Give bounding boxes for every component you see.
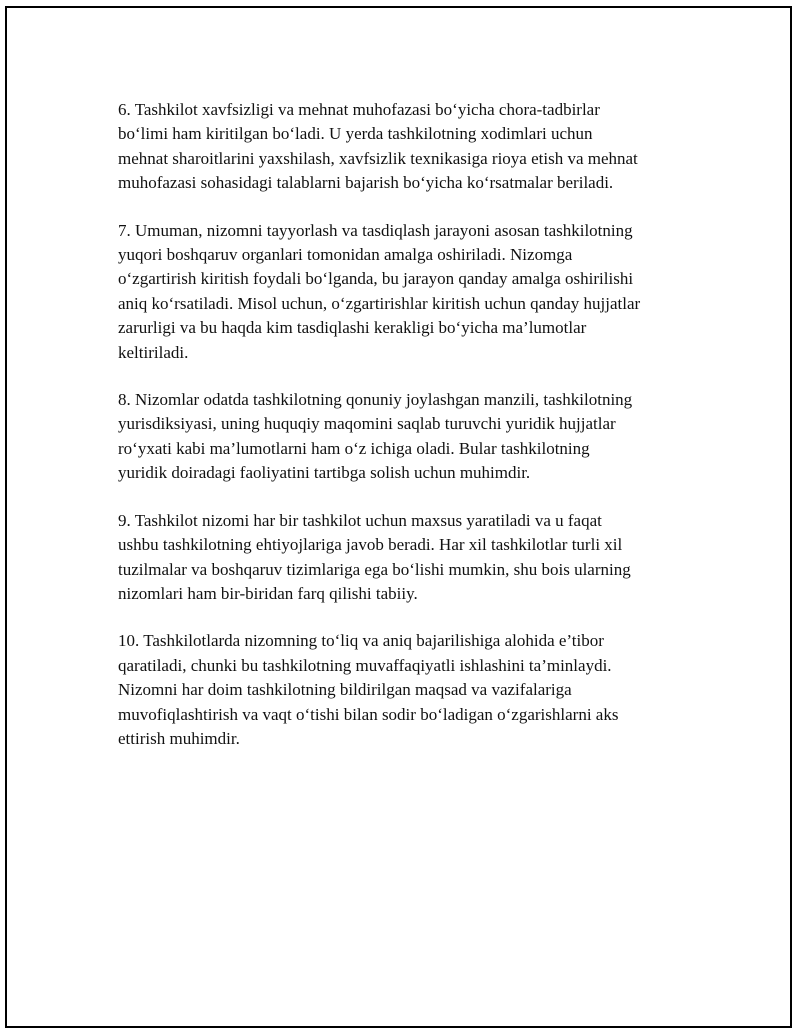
paragraph-line: bo‘limi ham kiritilgan bo‘ladi. U yerda tashkilotning xodimlari uchun <box>118 124 593 144</box>
paragraph-line: qaratiladi, chunki bu tashkilotning muvaffaqiyatli ishlashini ta’minlaydi. <box>118 655 612 675</box>
paragraph-line: ro‘yxati kabi ma’lumotlarni ham o‘z ichiga oladi. Bular tashkilotning <box>118 438 590 458</box>
paragraph-line: ettirish muhimdir. <box>118 728 240 748</box>
paragraph-line: tuzilmalar va boshqaruv tizimlariga ega bo‘lishi mumkin, shu bois ularning <box>118 559 631 579</box>
paragraph-line: yurisdiksiyasi, uning huquqiy maqomini saqlab turuvchi yuridik hujjatlar <box>118 414 616 434</box>
document-body <box>118 98 698 774</box>
paragraph-8 <box>118 388 698 486</box>
document-page <box>5 6 792 1028</box>
paragraph-line: Nizomni har doim tashkilotning bildirilgan maqsad va vazifalariga <box>118 680 572 700</box>
paragraph-line: o‘zgartirish kiritish foydali bo‘lganda, bu jarayon qanday amalga oshirilishi <box>118 269 634 289</box>
paragraph-line: yuridik doiradagi faoliyatini tartibga solish uchun muhimdir. <box>118 463 531 483</box>
paragraph-line: 7. Umuman, nizomni tayyorlash va tasdiqlash jarayoni asosan tashkilotning <box>118 220 633 240</box>
paragraph-line: 6. Tashkilot xavfsizligi va mehnat muhofazasi bo‘yicha chora-tadbirlar <box>118 100 600 119</box>
paragraph-10 <box>118 629 698 751</box>
paragraph-9 <box>118 509 698 607</box>
paragraph-line: mehnat sharoitlarini yaxshilash, xavfsizlik texnikasiga rioya etish va mehnat <box>118 148 638 168</box>
paragraph-6 <box>118 98 698 196</box>
paragraph-line: 8. Nizomlar odatda tashkilotning qonuniy joylashgan manzili, tashkilotning <box>118 390 633 410</box>
paragraph-line: yuqori boshqaruv organlari tomonidan amalga oshiriladi. Nizomga <box>118 245 573 265</box>
paragraph-line: 9. Tashkilot nizomi har bir tashkilot uchun maxsus yaratiladi va u faqat <box>118 510 602 530</box>
paragraph-line: ushbu tashkilotning ehtiyojlariga javob beradi. Har xil tashkilotlar turli xil <box>118 535 623 555</box>
paragraph-line: nizomlari ham bir-biridan farq qilishi tabiiy. <box>118 583 418 603</box>
paragraph-line: muhofazasi sohasidagi talablarni bajarish bo‘yicha ko‘rsatmalar beriladi. <box>118 173 614 193</box>
paragraph-line: keltiriladi. <box>118 342 189 362</box>
paragraph-line: aniq ko‘rsatiladi. Misol uchun, o‘zgartirishlar kiritish uchun qanday hujjatlar <box>118 293 641 313</box>
paragraph-line: 10. Tashkilotlarda nizomning to‘liq va aniq bajarilishiga alohida e’tibor <box>118 631 604 651</box>
paragraph-7 <box>118 219 698 365</box>
paragraph-line: muvofiqlashtirish va vaqt o‘tishi bilan sodir bo‘ladigan o‘zgarishlarni aks <box>118 704 619 724</box>
paragraph-line: zarurligi va bu haqda kim tasdiqlashi kerakligi bo‘yicha ma’lumotlar <box>118 318 587 338</box>
